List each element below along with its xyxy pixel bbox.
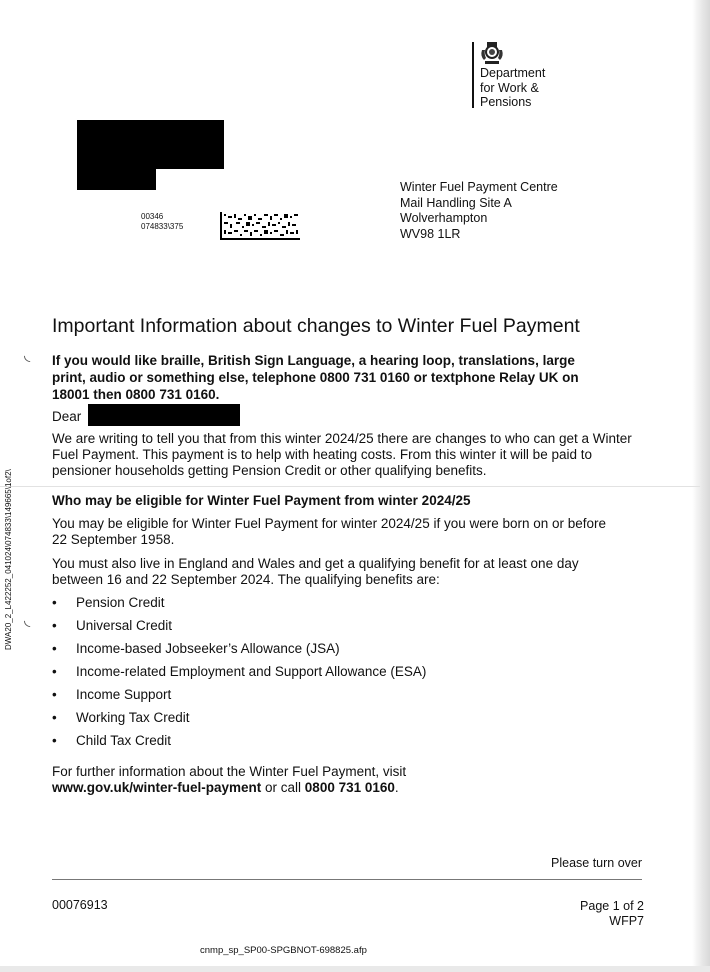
bullet-icon: • [52,687,57,702]
benefit-name: Income-based Jobseeker’s Allowance (JSA) [76,641,340,656]
royal-crest-icon [479,40,505,66]
eligibility-paragraph-2: You must also live in England and Wales and get a qualifying benefit for at least one day between 16 and 22 September 2024. The qualifying benefits are: [52,556,579,587]
intro-paragraph: We are writing to tell you that from this winter 2024/25 there are changes to who can get a Winter Fuel Payment. This payment is to help with heating costs. From this winter it will be paid to pensioner households getting Pension Credit or other qualifying benefits. [52,431,632,478]
benefit-name: Working Tax Credit [76,710,190,725]
benefit-name: Pension Credit [76,595,165,610]
bullet-icon: • [52,641,57,656]
mail-codes [141,212,183,232]
scan-bottom-edge [0,966,710,972]
bullet-icon: • [52,595,57,610]
turn-over-note: Please turn over [551,856,643,870]
benefit-name: Child Tax Credit [76,733,172,748]
logo-divider [472,42,474,108]
department-logo-text: Department for Work & Pensions [480,66,546,109]
further-info-end: . [394,780,399,795]
form-code: WFP7 [609,914,644,928]
redacted-recipient [88,404,240,426]
mail-code-1: 00346 [141,212,164,221]
reference-number: 00076913 [52,898,108,912]
eligibility-heading: Who may be eligible for Winter Fuel Payment from winter 2024/25 [52,493,471,508]
benefit-name: Universal Credit [76,618,173,633]
address-line: Wolverhampton [400,211,488,225]
accessibility-notice: If you would like braille, British Sign Language, a hearing loop, translations, large print, audio or something else, telephone 0800 731 0160 or textphone Relay UK on 18001 then 0800 731 0160. [52,353,579,402]
address-line: WV98 1LR [400,226,461,241]
letter-title: Important Information about changes to Winter Fuel Payment [52,315,580,337]
mail-code-2: 074833\375 [141,222,184,231]
hole-punch-mark-icon: ◟ [24,612,31,629]
return-address [400,180,558,242]
redacted-name [77,120,224,169]
further-info-mid: or call [261,780,305,795]
bullet-icon: • [52,664,57,679]
redacted-address [77,166,156,190]
page-number: Page 1 of 2 [580,899,644,913]
bullet-icon: • [52,710,57,725]
salutation: Dear [52,409,82,424]
benefit-name: Income Support [76,687,172,702]
benefit-name: Income-related Employment and Support Allowance (ESA) [76,664,427,679]
datamatrix-barcode-icon [220,212,300,240]
further-info-prefix: For further information about the Winter Fuel Payment, visit [52,764,407,779]
hole-punch-mark-icon: ◟ [24,347,31,364]
page-info [579,899,644,929]
address-line: Winter Fuel Payment Centre [400,180,558,194]
address-line: Mail Handling Site A [400,195,512,210]
footer-filename: cnmp_sp_SP00-SPGBNOT-698825.afp [200,945,367,956]
fold-line [0,486,700,487]
bullet-icon: • [52,733,57,748]
bullet-icon: • [52,618,57,633]
further-information [52,764,612,796]
footer-divider [52,879,642,880]
eligibility-paragraph-1: You may be eligible for Winter Fuel Payment for winter 2024/25 if you were born on or before 22 September 1958. [52,516,607,547]
side-reference-code: DWA20_2_L422252_041024\074833\149665\1of2\ [4,469,13,650]
website-link[interactable]: www.gov.uk/winter-fuel-payment [52,780,262,795]
phone-number: 0800 731 0160 [304,780,395,795]
